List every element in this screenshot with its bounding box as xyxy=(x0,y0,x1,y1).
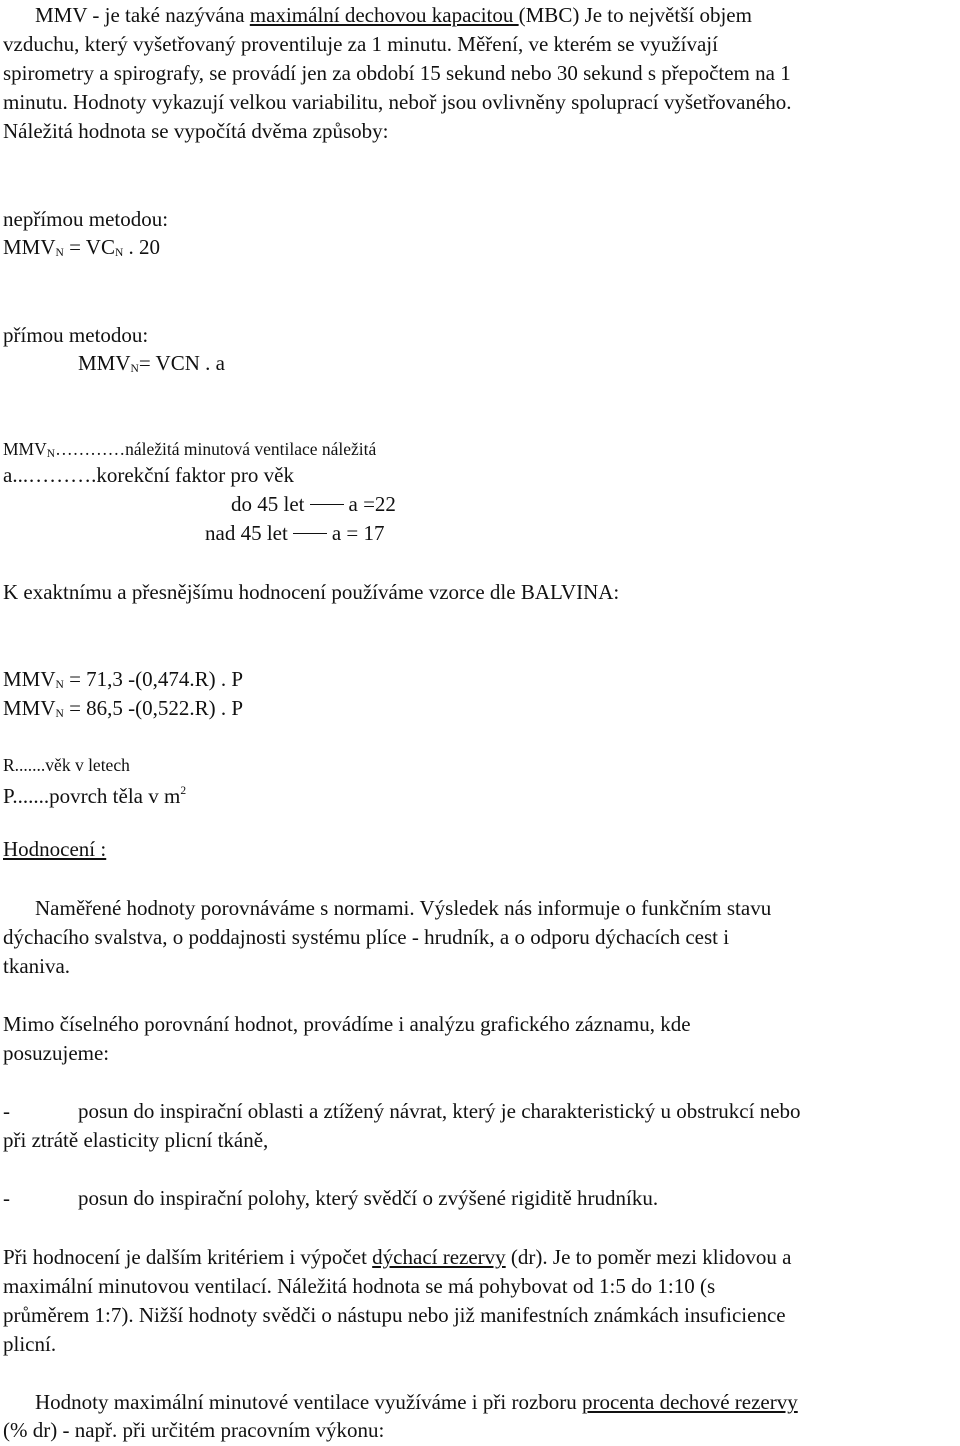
intro-text: (MBC) Je to největší objem xyxy=(518,3,752,27)
paragraph-line: maximální minutovou ventilací. Náležitá hodnota se má pohybovat od 1:5 do 1:10 (s xyxy=(3,1274,716,1298)
age-over-45 xyxy=(205,519,384,548)
mmv-symbol: MMV xyxy=(3,667,56,691)
subscript-n: N xyxy=(55,708,64,720)
bullet-line: posun do inspirační polohy, který svědčí o zvýšené rigiditě hrudníku. xyxy=(78,1186,659,1210)
bullet-line: při ztrátě elasticity plicní tkáně, xyxy=(3,1128,269,1152)
paragraph-text: Při hodnocení je dalším kritériem i výpočet xyxy=(3,1245,373,1269)
direct-method-label: přímou metodou: xyxy=(3,323,149,347)
formula-text: . 20 xyxy=(123,235,161,259)
dash-line xyxy=(310,504,344,505)
intro-line-1 xyxy=(35,1,752,30)
paragraph-line xyxy=(3,1243,791,1272)
age-under-45 xyxy=(231,490,396,519)
mmv-symbol: MMV xyxy=(3,439,47,459)
a-definition: a...……….korekční faktor pro věk xyxy=(3,463,294,487)
paragraph-text: (dr). Je to poměr mezi klidovou a xyxy=(505,1245,792,1269)
definition-text: …………náležitá minutová ventilace náležitá xyxy=(55,439,377,459)
paragraph-text: Hodnoty maximální minutové ventilace využíváme i při rozboru xyxy=(35,1390,583,1414)
indirect-method-label: nepřímou metodou: xyxy=(3,207,169,231)
paragraph-line: posuzujeme: xyxy=(3,1041,110,1065)
mmv-symbol: MMV xyxy=(3,235,56,259)
breathing-reserve-link[interactable]: dýchací rezervy xyxy=(372,1245,506,1269)
indirect-formula xyxy=(3,233,160,268)
formula-text: = 86,5 -(0,522.R) . P xyxy=(63,696,244,720)
paragraph-line: průměrem 1:7). Nižší hodnoty svědči o nástupu nebo již manifestních známkách insuficience xyxy=(3,1303,786,1327)
age-label: do 45 let xyxy=(231,492,305,516)
age-value: a = 17 xyxy=(331,521,385,545)
direct-formula xyxy=(78,349,225,384)
bullet-line: posun do inspirační oblasti a ztížený návrat, který je charakteristický u obstrukcí nebo xyxy=(78,1099,801,1123)
breath-reserve-percent-link[interactable]: procenta dechové rezervy xyxy=(582,1390,798,1414)
r-definition: R.......věk v letech xyxy=(3,755,130,775)
intro-line-5: Náležitá hodnota se vypočítá dvěma způsoby: xyxy=(3,119,389,143)
formula-text: = VCN . a xyxy=(138,351,225,375)
age-label: nad 45 let xyxy=(205,521,288,545)
intro-line-3: spirometry a spirografy, se provádí jen za období 15 sekund nebo 30 sekund s přepočtem na 1 xyxy=(3,61,791,85)
subscript-n: N xyxy=(55,247,64,259)
formula-text: = 71,3 -(0,474.R) . P xyxy=(63,667,244,691)
evaluation-heading: Hodnocení : xyxy=(3,837,107,861)
intro-line-2: vzduchu, který vyšetřovaný proventiluje za 1 minutu. Měření, ve kterém se využívají xyxy=(3,32,718,56)
balvin-intro: K exaktnímu a přesnějšímu hodnocení používáme vzorce dle BALVINA: xyxy=(3,580,620,604)
paragraph-line: dýchacího svalstva, o poddajnosti systému plíce - hrudník, a o odporu dýchacích cest i xyxy=(3,925,730,949)
intro-line-4: minutu. Hodnoty vykazují velkou variabilitu, neboř jsou ovlivněny spoluprací vyšetřovaného. xyxy=(3,90,792,114)
p-definition xyxy=(3,777,186,811)
definition-text: P.......povrch těla v m xyxy=(3,784,181,808)
superscript-2: 2 xyxy=(180,785,187,797)
paragraph-line: tkaniva. xyxy=(3,954,71,978)
subscript-n: N xyxy=(114,247,124,259)
paragraph-line: Naměřené hodnoty porovnáváme s normami. Výsledek nás informuje o funkčním stavu xyxy=(35,896,772,920)
age-value: a =22 xyxy=(348,492,396,516)
mmv-symbol: MMV xyxy=(3,696,56,720)
mmv-symbol: MMV xyxy=(78,351,131,375)
paragraph-line xyxy=(35,1388,798,1417)
bullet-dash: - xyxy=(3,1099,10,1123)
intro-text: MMV - je také nazývána xyxy=(35,3,250,27)
formula-text: = VC xyxy=(63,235,115,259)
subscript-n: N xyxy=(130,363,139,375)
paragraph-line: plicní. xyxy=(3,1332,57,1356)
bullet-dash: - xyxy=(3,1186,10,1210)
paragraph-line: (% dr) - např. při určitém pracovním výkonu: xyxy=(3,1418,385,1442)
mbc-link[interactable]: maximální dechovou kapacitou xyxy=(249,3,519,27)
balvin-formula-2 xyxy=(3,694,243,729)
dash-line xyxy=(293,533,327,534)
paragraph-line: Mimo číselného porovnání hodnot, provádíme i analýzu grafického záznamu, kde xyxy=(3,1012,691,1036)
subscript-n: N xyxy=(55,679,64,691)
subscript-n: N xyxy=(46,448,56,460)
